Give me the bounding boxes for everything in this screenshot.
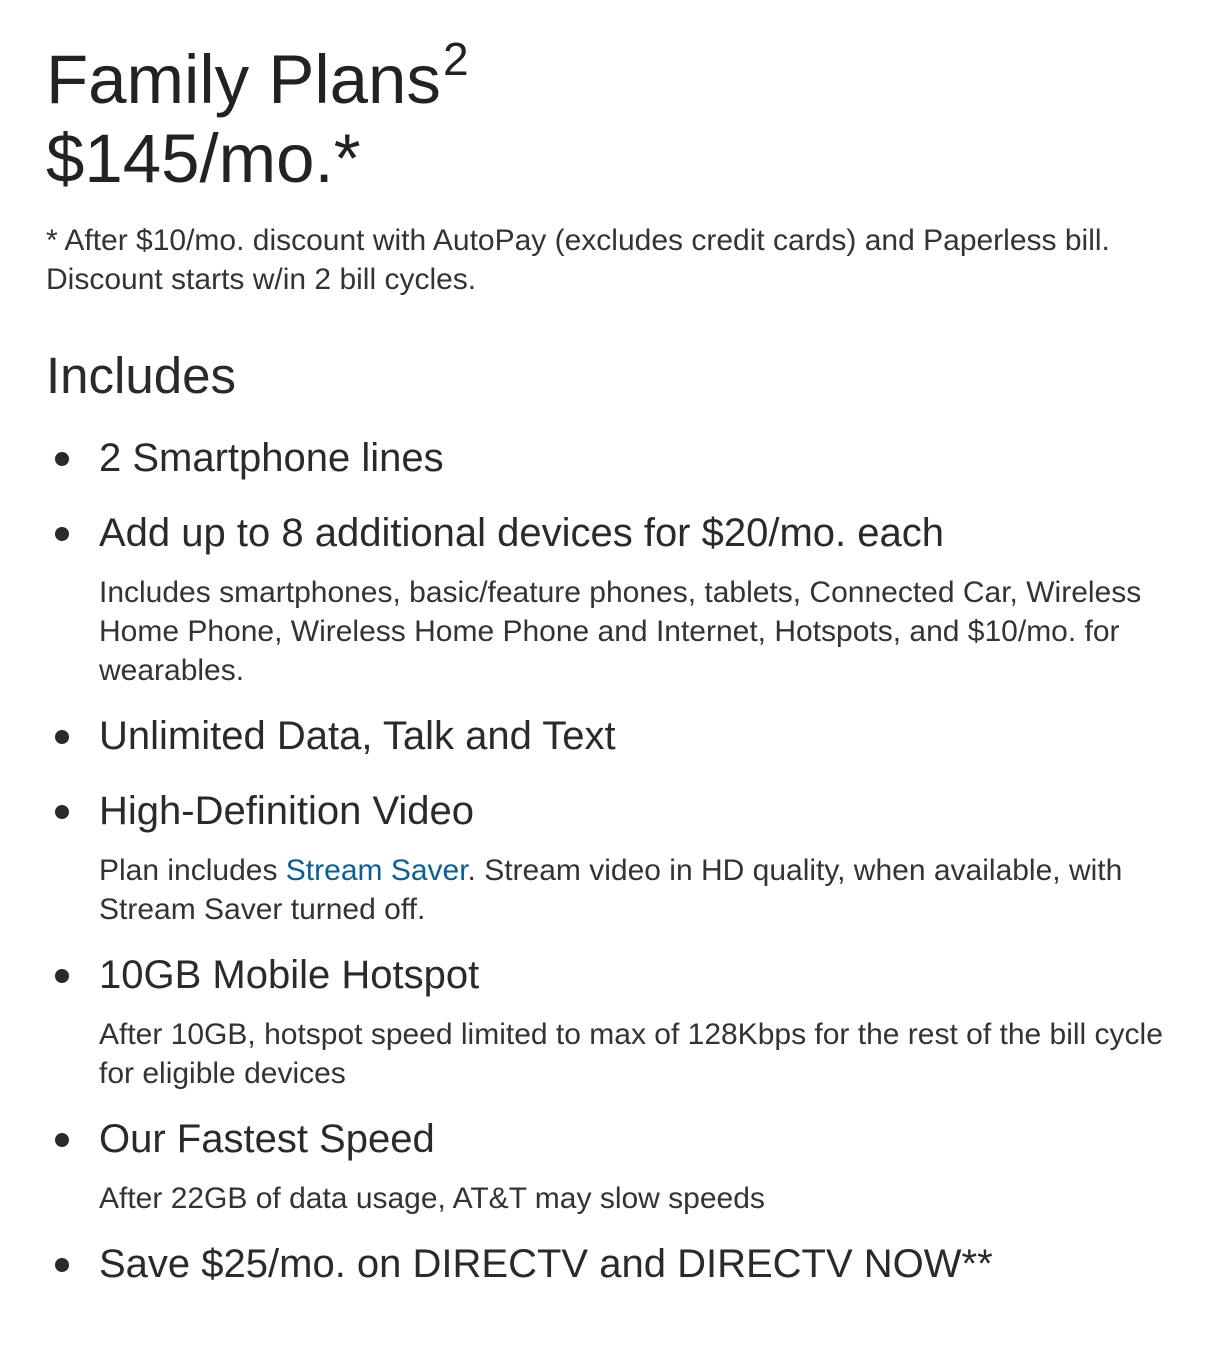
bullet-icon — [55, 1258, 69, 1272]
feature-item-hd-video — [46, 783, 1190, 929]
feature-title: High-Definition Video — [99, 789, 475, 833]
features-list — [46, 430, 1190, 1293]
feature-title: Add up to 8 additional devices for $20/mo. each — [99, 511, 944, 555]
plan-title-text: Family Plans — [46, 41, 441, 118]
bullet-icon — [55, 452, 69, 466]
feature-title: 2 Smartphone lines — [99, 436, 444, 480]
feature-description: Includes smartphones, basic/feature phones, tablets, Connected Car, Wireless Home Phone, Wireless Home Phone and Internet, Hotspots, and $10/mo. for wearables. — [99, 576, 1142, 687]
feature-description — [99, 851, 1189, 929]
feature-description: After 22GB of data usage, AT&T may slow speeds — [99, 1182, 765, 1215]
feature-item-unlimited — [46, 708, 1190, 765]
plan-price: $145/mo.* — [46, 120, 361, 197]
bullet-icon — [55, 805, 69, 819]
includes-heading: Includes — [46, 347, 236, 404]
feature-title: Save $25/mo. on DIRECTV and DIRECTV NOW** — [99, 1242, 993, 1286]
bullet-icon — [55, 969, 69, 983]
bullet-icon — [55, 1133, 69, 1147]
feature-item-fastest-speed — [46, 1111, 1190, 1218]
feature-description: After 10GB, hotspot speed limited to max of 128Kbps for the rest of the bill cycle for eligible devices — [99, 1018, 1163, 1090]
feature-item-directv — [46, 1236, 1190, 1293]
feature-title: Unlimited Data, Talk and Text — [99, 714, 616, 758]
feature-description-prefix: Plan includes — [99, 854, 286, 887]
feature-title: Our Fastest Speed — [99, 1117, 435, 1161]
stream-saver-link[interactable]: Stream Saver — [285, 854, 468, 887]
feature-item-smartphone-lines — [46, 430, 1190, 487]
feature-description-suffix: . Stream video in HD quality, when available, with Stream Saver turned off. — [99, 854, 1123, 926]
bullet-icon — [55, 730, 69, 744]
feature-item-hotspot — [46, 947, 1190, 1093]
plan-title — [46, 0, 1190, 120]
feature-title: 10GB Mobile Hotspot — [99, 953, 480, 997]
bullet-icon — [55, 527, 69, 541]
price-disclaimer: * After $10/mo. discount with AutoPay (excludes credit cards) and Paperless bill. Discount starts w/in 2 bill cycles. — [46, 224, 1110, 296]
plan-title-footnote: 2 — [442, 33, 469, 85]
feature-item-additional-devices — [46, 505, 1190, 690]
